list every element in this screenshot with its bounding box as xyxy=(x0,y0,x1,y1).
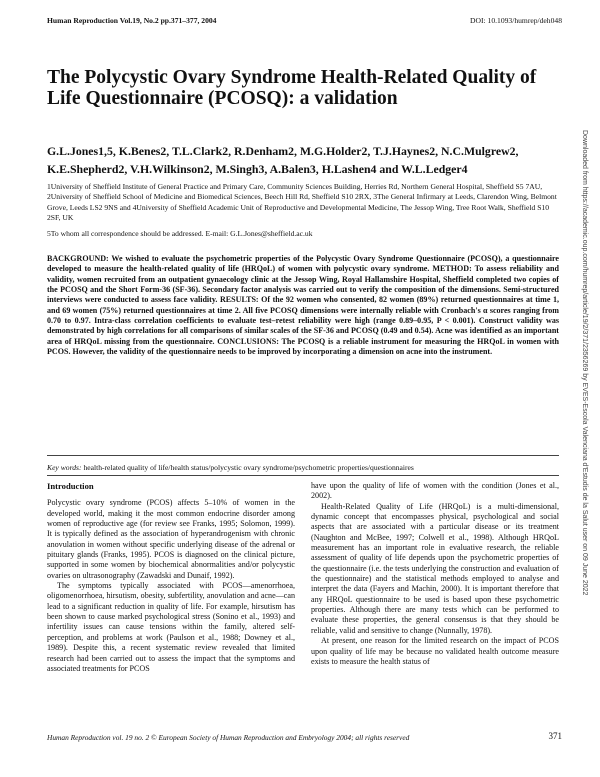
affiliations: 1University of Sheffield Institute of General Practice and Primary Care, Community Sciences Building, Herries Rd, Northern General Hospital, Sheffield S5 7AU, 2University of Sheffield School of Medicine and Biomedical Sciences, Beech Hill Rd, Sheffield S10 2RX, 3The General Infirmary at Leeds, Clarendon Wing, Belmont Grove, Leeds LS2 9NS and 4University of Sheffield Academic Unit of Reproductive and Developmental Medicine, The Jessop Wing, Tree Root Walk, Sheffield S10 2SF, UK xyxy=(47,182,557,223)
correspondence-note: 5To whom all correspondence should be addressed. E-mail: G.L.Jones@sheffield.ac.uk xyxy=(47,229,313,238)
running-header-journal: Human Reproduction Vol.19, No.2 pp.371–377, 2004 xyxy=(47,16,217,25)
paragraph: The symptoms typically associated with PCOS—amenorrhoea, oligomenorrhoea, hirsutism, obesity, subfertility, anovulation and acne—can lead to a significant reduction in quality of life. For example, hirsutism has been shown to cause marked psychological stress (Sonino et al., 1993) and infertility issues can cause tensions within the family, altered self-perception, and problems at work (Paulson et al., 1988; Downey et al., 1989). Despite this, a recent systematic review revealed that limited research had been carried out to assess the impact that the symptoms and associated treatments for PCOS xyxy=(47,581,295,673)
abstract: BACKGROUND: We wished to evaluate the psychometric properties of the Polycystic Ovary Syndrome Questionnaire (PCOSQ), a questionnaire developed to measure the health-related quality of life (HRQoL) of women with polycystic ovary syndrome. METHOD: To assess reliability and validity, women recruited from an outpatient gynaecology clinic at the Jessop Wing, Royal Hallamshire Hospital, Sheffield completed two copies of the PCOSQ and the Short Form-36 (SF-36). Secondary factor analysis was carried out to verify the composition of the dimensions. Semi-structured interviews were conducted to assess face validity. RESULTS: Of the 92 women who consented, 82 women (89%) returned questionnaires at time 1, and 69 women (75%) returned questionnaires at time 2. All five PCOSQ dimensions were internally reliable with Cronbach's α scores ranging from 0.70 to 0.97. Intra-class correlation coefficients to evaluate test–retest reliability were high (range 0.89–0.95, P < 0.001). Construct validity was demonstrated by high correlations for all comparisons of similar scales of the SF-36 and PCOSQ (0.49 and 0.54). Acne was identified as an important area of HRQoL missing from the questionnaire. CONCLUSIONS: The PCOSQ is a reliable instrument for measuring the HRQoL in women with PCOS. However, the validity of the questionnaire needs to be improved by incorporating a dimension on acne into the instrument. xyxy=(47,254,559,357)
footer-copyright: Human Reproduction vol. 19 no. 2 © European Society of Human Reproduction and Embryology 2004; all rights reserved xyxy=(47,733,410,742)
keywords-label: Key words: xyxy=(47,463,82,472)
keywords xyxy=(47,463,559,472)
authors-line-2: K.E.Shepherd2, V.H.Wilkinson2, M.Singh3, A.Balen3, H.Lashen4 and W.L.Ledger4 xyxy=(47,162,468,176)
author-list xyxy=(47,142,559,178)
section-heading-introduction: Introduction xyxy=(47,481,94,491)
download-watermark-text: Downloaded from https://academic.oup.com/humrep/article/19/2/371/2356269 by EVES-Escola Valenciana d'Estudis de la Salut user on 09 June 2022 xyxy=(581,130,588,596)
title-line-2: Life Questionnaire (PCOSQ): a validation xyxy=(47,88,398,109)
keywords-list: health-related quality of life/health status/polycystic ovary syndrome/psychometric properties/questionnaires xyxy=(83,463,414,472)
keywords-divider xyxy=(47,475,559,476)
running-header-doi: DOI: 10.1093/humrep/deh048 xyxy=(470,16,562,25)
article-title xyxy=(47,67,557,109)
paragraph: At present, one reason for the limited research on the impact of PCOS upon quality of life may be because no validated health outcome measure exists to measure the health status of xyxy=(311,636,559,666)
authors-line-1: G.L.Jones1,5, K.Benes2, T.L.Clark2, R.Denham2, M.G.Holder2, T.J.Haynes2, N.C.Mulgrew2, xyxy=(47,144,519,158)
right-column xyxy=(311,481,559,667)
paragraph: Polycystic ovary syndrome (PCOS) affects 5–10% of women in the developed world, making it the most common endocrine disorder among women of reproductive age (for review see Franks, 1995; Solomon, 1999). It is typically defined as the association of hyperandrogenism with chronic anovulation in women without specific underlying disease of the adrenal or pituitary glands (Franks, 1995). PCOS is diagnosed on the clinical picture, supported in some women by biochemical abnormalities and/or polycystic ovaries on ultrasonography (Zawadski and Dunaif, 1992). xyxy=(47,498,295,580)
abstract-divider xyxy=(47,455,559,456)
left-column xyxy=(47,481,295,674)
title-line-1: The Polycystic Ovary Syndrome Health-Related Quality of xyxy=(47,67,537,88)
page-number: 371 xyxy=(548,731,562,741)
download-watermark xyxy=(578,130,590,640)
paragraph: have upon the quality of life of women with the condition (Jones et al., 2002). xyxy=(311,481,559,501)
paragraph: Health-Related Quality of Life (HRQoL) is a multi-dimensional, dynamic concept that encompasses physical, psychological and social aspects that are associated with a particular disease or its treatment (Naughton and McBee, 1997; Colwell et al., 1998). Although HRQoL measurement has an important role in evaluative research, the reliable assessment of quality of life depends upon the psychometric properties of the questionnaire (i.e. the tests underlying the construction and evaluation of the questionnaire) and the statistical methods employed to analyse and interpret the data (Fayers and Machin, 2000). It is important therefore that any HRQoL questionnaire to be used is based upon these psychometric properties. Although there are many tests which can be performed to evaluate these properties, the general consensus is that they should be reliable, valid and sensitive to change (Nunnally, 1978). xyxy=(311,501,559,635)
